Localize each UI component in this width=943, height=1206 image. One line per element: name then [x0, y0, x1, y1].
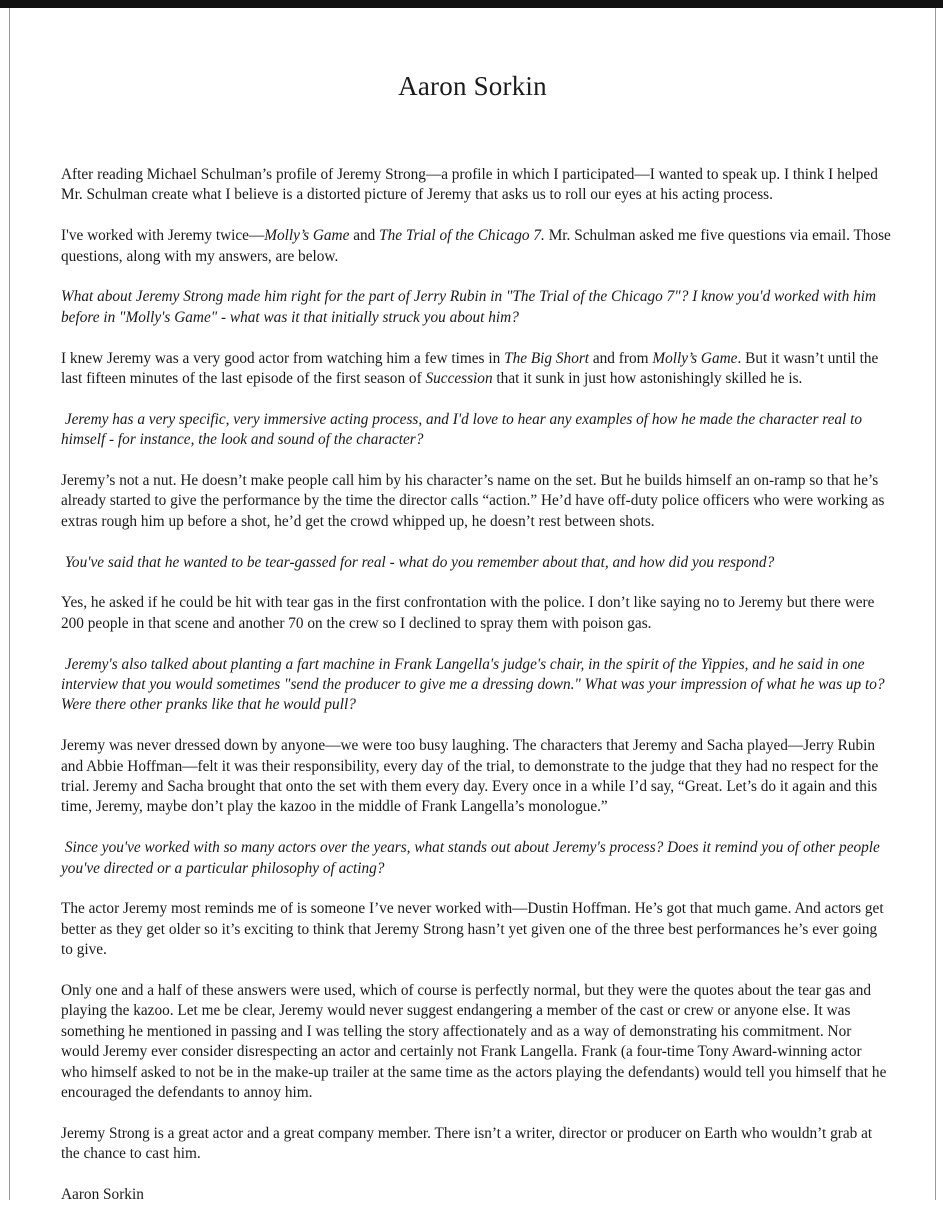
- title-mollys-game: Molly’s Game: [652, 349, 738, 367]
- answer-4: Jeremy was never dressed down by anyone—we were too busy laughing. The characters that Jeremy and Sacha played—Jerry Rubin and Abbie Hoffman—felt it was their responsibility, every day of the trial, to demonstrate to the judge that they had no respect for the trial. Jeremy and Sacha brought that onto the set with them every day. Every once in a while I’d say, “Great. Let’s do it again and this time, Jeremy, maybe don’t play the kazoo in the middle of Frank Langella’s monologue.”: [61, 737, 879, 816]
- question-3: You've said that he wanted to be tear-gassed for real - what do you remember about that, and how did you respond?: [64, 553, 775, 571]
- document-title: Aaron Sorkin: [398, 71, 547, 101]
- question-1: What about Jeremy Strong made him right for the part of Jerry Rubin in "The Trial of the Chicago 7"? I know you'd worked with him before in "Molly's Game" - what was it that initially struck you about him?: [61, 288, 877, 326]
- title-trial-chicago-7: The Trial of the Chicago 7.: [379, 227, 545, 245]
- closing-paragraph-1: Only one and a half of these answers were used, which of course is perfectly normal, but they were the quotes about the tear gas and playing the kazoo. Let me be clear, Jeremy would never suggest endangering a member of the cast or crew or anyone else. It was something he mentioned in passing and I was telling the story affectionately and as a way of demonstrating his commitment. Nor would Jeremy ever consider disrespecting an actor and certainly not Frank Langella. Frank (a four-time Tony Award-winning actor who himself asked to not be in the make-up trailer at the same time as the actors playing the defendants) would tell you himself that he encouraged the defendants to annoy him.: [61, 982, 887, 1102]
- title-big-short: The Big Short: [504, 349, 590, 367]
- closing-paragraph-2: Jeremy Strong is a great actor and a great company member. There isn’t a writer, director or producer on Earth who wouldn’t grab at the chance to cast him.: [61, 1124, 873, 1163]
- intro-paragraph: After reading Michael Schulman’s profile of Jeremy Strong—a profile in which I participated—I wanted to speak up. I think I helped Mr. Schulman create what I believe is a distorted picture of Jeremy that asks us to roll our eyes at his acting process.: [61, 166, 878, 204]
- signature: Aaron Sorkin: [61, 1186, 144, 1204]
- document-page: [9, 8, 936, 1204]
- background-paragraph: I've worked with Jeremy twice—Molly’s Game and The Trial of the Chicago 7. Mr. Schulman asked me five questions via email. Those questions, along with my answers, are below.: [61, 227, 891, 265]
- answer-1: I knew Jeremy was a very good actor from watching him a few times in The Big Short and from Molly’s Game. But it wasn’t until the last fifteen minutes of the last episode of the first season of Succession that it sunk in just how astonishingly skilled he is.: [61, 349, 879, 388]
- title-mollys-game: Molly’s Game: [264, 227, 350, 245]
- top-edge-bar: [0, 0, 943, 8]
- letter-body: [61, 165, 891, 1206]
- answer-2: Jeremy’s not a nut. He doesn’t make people call him by his character’s name on the set. But he builds himself an on-ramp so that he’s already started to give the performance by the time the director calls “action.” He’d have off-duty police officers who were working as extras rough him up before a shot, he’d get the crowd whipped up, he doesn’t rest between shots.: [61, 472, 885, 530]
- title-succession: Succession: [425, 370, 493, 388]
- question-5: Since you've worked with so many actors over the years, what stands out about Jeremy's process? Does it remind you of other people you've directed or a particular philosophy of acting?: [61, 839, 880, 877]
- question-4: Jeremy's also talked about planting a fart machine in Frank Langella's judge's chair, in the spirit of the Yippies, and he said in one interview that you would sometimes "send the producer to give me a dressing down." What was your impression of what he was up to? Were there other pranks like that he would pull?: [61, 655, 885, 714]
- answer-5: The actor Jeremy most reminds me of is someone I’ve never worked with—Dustin Hoffman. He’s got that much game. And actors get better as they get older so it’s exciting to think that Jeremy Strong hasn’t yet given one of the three best performances he’s ever going to give.: [61, 900, 884, 959]
- question-2: Jeremy has a very specific, very immersive acting process, and I'd love to hear any examples of how he made the character real to himself - for instance, the look and sound of the character?: [61, 410, 863, 449]
- answer-3: Yes, he asked if he could be hit with tear gas in the first confrontation with the police. I don’t like saying no to Jeremy but there were 200 people in that scene and another 70 on the crew so I declined to spray them with poison gas.: [61, 594, 875, 632]
